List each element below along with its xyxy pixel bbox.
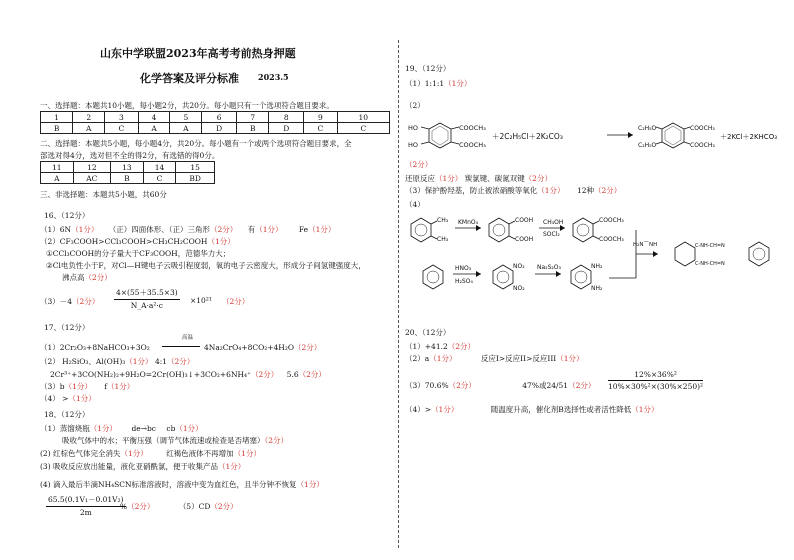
methyl-label: CH₃ xyxy=(437,217,449,224)
q20-equilibrium-fraction xyxy=(608,370,703,391)
q18-score: （1分） xyxy=(89,424,118,433)
answer-key-cell: A xyxy=(170,123,202,134)
product-ring xyxy=(675,242,695,266)
exam-title: 山东中学联盟2023年高考考前热身押题 xyxy=(100,47,296,60)
q19-score: （1分） xyxy=(444,79,472,88)
q18-score: （2分） xyxy=(264,436,289,445)
q18-percent: % xyxy=(120,502,128,511)
q17-answer: 5.6 xyxy=(286,370,299,379)
q16-answer: 有 xyxy=(247,225,256,234)
q20-answer: 反应I>反应II>反应III xyxy=(480,354,557,363)
q19-answer: 还原反应 xyxy=(405,174,435,183)
question-number-cell: 1 xyxy=(41,112,73,123)
q20-score: （1分） xyxy=(556,354,584,363)
answer-key-cell: C xyxy=(304,123,337,134)
arrow-head xyxy=(653,251,658,257)
answer-key-cell: D xyxy=(202,123,237,134)
q17-score: （1分） xyxy=(68,394,96,403)
q16-score: （1分） xyxy=(71,225,99,234)
q19-score: （1分） xyxy=(435,174,463,183)
exam-date: 2023.5 xyxy=(258,72,289,82)
q20-answer: （4）> xyxy=(405,405,432,414)
question-number-cell: 4 xyxy=(138,112,170,123)
ethoxy-label: C₂H₅O xyxy=(638,142,657,149)
q20-answer: （3）70.6% xyxy=(405,381,449,390)
q17-score: （2分） xyxy=(251,370,279,379)
q16-answer: （1）6N xyxy=(40,225,72,234)
question-number-cell: 3 xyxy=(105,112,138,123)
q17-score: （1分） xyxy=(107,382,135,391)
reagent-socl2: SOCl₂ xyxy=(543,231,560,238)
arrow-head xyxy=(628,132,633,138)
question-number-cell: 6 xyxy=(202,112,237,123)
q20-score: （1分） xyxy=(631,405,659,414)
methyl-label: CH₃ xyxy=(437,236,449,243)
reagent-nitric-acid: HNO₃ xyxy=(455,265,472,272)
question-number-cell: 8 xyxy=(269,112,304,123)
q16-answer: （正）四面体形、（正）三角形 xyxy=(108,225,211,234)
q17-condition: 高温 xyxy=(182,335,194,341)
question-number-cell: 11 xyxy=(41,162,74,173)
section2-answer-table xyxy=(40,161,215,184)
q17-equation: 2Cr³⁺+3CO(NH₂)₂+9H₂O=2Cr(OH)₃↓+3CO₂+6NH₄⁺ xyxy=(50,370,252,379)
q18-answer: （1）蒸馏烧瓶 xyxy=(40,424,90,433)
q20-score: （1分） xyxy=(431,405,459,414)
q19-synthesis-route xyxy=(403,210,788,300)
q17-line2 xyxy=(40,356,194,367)
answer-key-cell: D xyxy=(269,123,304,134)
fraction-denominator: 10%×30%²×(30%×250)² xyxy=(608,382,704,391)
q16-score: （1分） xyxy=(255,225,283,234)
q18-answer: cb xyxy=(166,424,176,433)
q17-line5 xyxy=(40,393,96,404)
answer-key-cell: A xyxy=(138,123,170,134)
fraction-numerator: 12%×36%² xyxy=(608,370,703,381)
section3-heading: 三、非选择题：本题共5小题，共60分 xyxy=(40,190,167,199)
q17-line1 xyxy=(40,342,150,353)
ester-group-label: COOCH₃ xyxy=(599,236,624,243)
q17-score: （2分） xyxy=(294,343,322,352)
q17-answer: （2） H₂SiO₃、Al(OH)₃ xyxy=(40,357,126,366)
ester-group-label: COOCH₃ xyxy=(690,125,715,132)
q20-line4 xyxy=(405,404,659,415)
q19-part2-label: （2） xyxy=(405,101,425,110)
benzene-ring xyxy=(423,265,443,289)
q17-equation: （1）2Cr₂O₃+8NaHCO₃+3O₂ xyxy=(40,343,150,352)
q16-label: 16、（12分） xyxy=(44,211,90,220)
q16-line3: ①CCl₃COOH的分子量大于CF₃COOH，范德华力大； xyxy=(46,249,231,258)
q16-exponent: ×10²¹ xyxy=(190,296,212,305)
q17-answer: f xyxy=(104,382,108,391)
q18-line4 xyxy=(40,461,245,472)
amide-label: C-NH-CH=N xyxy=(695,243,725,249)
diethoxy-diester-structure xyxy=(656,123,690,148)
answer-key-cell: B xyxy=(237,123,269,134)
q18-answer: (4) 滴入最后半滴NH₄SCN标准溶液时，溶液中变为血红色，且半分钟不恢复 xyxy=(40,480,297,489)
q19-score: （2分） xyxy=(594,186,622,195)
answer-key-cell: B xyxy=(111,173,144,184)
q20-answer: 随温度升高，催化剂B选择性或者活性降低 xyxy=(490,405,632,414)
answer-key-cell: A xyxy=(41,173,74,184)
nitro-label: NO₂ xyxy=(513,263,525,270)
q17-answer: 4:1 xyxy=(154,357,168,366)
q16-line5 xyxy=(62,272,112,283)
q19-part4-label: （4） xyxy=(405,200,425,209)
question-number-cell: 5 xyxy=(170,112,202,123)
q20-line2 xyxy=(405,353,584,364)
q19-label: 19、（12分） xyxy=(405,64,451,73)
o-xylene-ring xyxy=(411,218,431,242)
q18-score: （1分） xyxy=(175,424,203,433)
q19-score: （2分） xyxy=(405,160,433,169)
ester-group-label: COOCH₃ xyxy=(690,142,715,149)
fraction-numerator: 4×(55＋35.5×3) xyxy=(114,287,180,300)
ethoxy-label: C₂H₅O xyxy=(638,125,657,132)
q18-line2 xyxy=(62,435,288,446)
answer-subtitle: 化学答案及评分标准 xyxy=(140,72,239,85)
diamine-label: H₂N⌒NH xyxy=(633,242,658,248)
amine-label: NH₂ xyxy=(591,285,603,292)
q17-line1b xyxy=(204,342,321,353)
q16-score: （2分） xyxy=(222,297,250,306)
q16-answer: Fe xyxy=(298,225,309,234)
q20-score: （2分） xyxy=(448,381,476,390)
section1-heading: 一、选择题：本题共10小题，每小题2分，共20分。每小题只有一个选项符合题目要求。 xyxy=(40,101,334,110)
q19-reaction-scheme xyxy=(405,115,790,155)
answer-key-cell: C xyxy=(143,173,176,184)
q16-answer: （2）CF₃COOH>CCl₃COOH>CH₃CH₂COOH xyxy=(40,237,208,246)
q20-label: 20、（12分） xyxy=(405,328,451,337)
q20-line1 xyxy=(405,341,475,352)
catechol-diester-structure xyxy=(421,123,459,148)
q20-answer: 47%或24/51 xyxy=(522,381,569,390)
q19-line4 xyxy=(405,173,552,184)
ester-group-label: COOCH₃ xyxy=(459,141,486,149)
reaction-arrow xyxy=(162,346,200,347)
q18-answer: 红褐色液体不再增加 xyxy=(166,449,234,458)
answer-key-cell: AC xyxy=(73,173,111,184)
fraction-denominator: 2m xyxy=(79,508,92,517)
q18-answer: de→bc xyxy=(131,424,156,433)
q17-answer: （4） > xyxy=(40,394,69,403)
q16-score: （2分） xyxy=(84,273,112,282)
fraction-denominator: N_A·a²·c xyxy=(130,301,163,310)
q17-score: （2分） xyxy=(298,370,326,379)
q18-score: （1分） xyxy=(218,462,246,471)
q16-line1 xyxy=(40,224,335,235)
q16-density-fraction xyxy=(114,287,180,310)
q18-answer: (3) 吸收反应放出能量，液化亚硝酰氯，便于收集产品 xyxy=(40,462,219,471)
q18-score: （1分） xyxy=(296,480,324,489)
q17-score: （1分） xyxy=(125,357,153,366)
q17-score: （1分） xyxy=(64,382,92,391)
q18-line1 xyxy=(40,423,203,434)
q18-answer: (2) 红棕色气体完全消失 xyxy=(40,449,121,458)
question-number-cell: 2 xyxy=(73,112,105,123)
q18-score: （1分） xyxy=(233,449,261,458)
answer-key-cell: C xyxy=(105,123,138,134)
q19-line5 xyxy=(405,185,621,196)
phthalic-acid-ring xyxy=(489,218,509,242)
answer-key-cell: B xyxy=(41,123,73,134)
q20-score: （2分） xyxy=(447,342,476,351)
q17-score: （2分） xyxy=(167,357,195,366)
reagent-methanol: CH₃OH xyxy=(543,219,564,226)
reagent-kmno4: KMnO₄ xyxy=(458,219,479,226)
arrow-head xyxy=(476,271,481,277)
q18-purity-fraction xyxy=(46,494,126,517)
q17-line4 xyxy=(40,381,134,392)
q20-answer: （2）a xyxy=(405,354,430,363)
q19-answer: （1）1:1:1 xyxy=(405,79,445,88)
q19-score: （1分） xyxy=(537,186,565,195)
q18-score: （2分） xyxy=(210,502,238,511)
question-number-cell: 10 xyxy=(337,112,389,123)
q20-line3 xyxy=(405,380,595,391)
reagent-sulfuric-acid: H₂SO₄ xyxy=(455,278,473,285)
column-divider xyxy=(398,40,399,548)
q16-score: （2分） xyxy=(72,297,100,306)
q18-line6 xyxy=(120,501,238,512)
section2-heading: 二、选择题：本题共5小题，每小题4分，共20分。每小题有一个或两个选项符合题目要求，全 xyxy=(40,139,352,148)
carboxyl-label: COOH xyxy=(515,236,534,243)
q18-label: 18、（12分） xyxy=(44,410,90,419)
amide-label: C-NH-CH=N xyxy=(695,261,725,267)
nitro-label: NO₂ xyxy=(513,285,525,292)
q18-line5 xyxy=(40,479,324,490)
q16-line4: ②Cl电负性小于F，对Cl—H键电子云吸引程度弱，氧的电子云密度大，形成分子间氢键强度大， xyxy=(46,261,366,270)
q20-score: （2分） xyxy=(568,381,596,390)
ester-group-label: COOCH₃ xyxy=(599,217,624,224)
q19-answer: 12种 xyxy=(576,186,594,195)
reagent-thiosulfate: Na₂S₂O₃ xyxy=(537,264,561,271)
q18-answer: （5）CD xyxy=(178,502,211,511)
answer-key-cell: A xyxy=(73,123,105,134)
dinitrobenzene-ring xyxy=(493,265,513,289)
amine-label: NH₂ xyxy=(591,263,603,270)
q19-answer: （3）保护酚羟基，防止被浓硝酸等氧化 xyxy=(405,186,538,195)
question-number-cell: 7 xyxy=(237,112,269,123)
q18-line3 xyxy=(40,448,261,459)
arrow-head xyxy=(556,271,561,277)
q19-line1 xyxy=(405,78,471,89)
q16-line2 xyxy=(40,236,235,247)
answer-key-cell: BD xyxy=(176,173,215,184)
q19-answer: 羰氯键、碳氮双键 xyxy=(464,174,525,183)
q17-answer: （3）b xyxy=(40,382,65,391)
ester-group-label: COOCH₃ xyxy=(459,124,486,132)
q16-score: （1分） xyxy=(308,225,336,234)
q19-score: （2分） xyxy=(524,174,552,183)
reagents-text: ＋2C₂H₅Cl＋2K₂CO₃ xyxy=(492,132,563,141)
diaminobenzene-ring xyxy=(571,265,591,289)
q18-score: （2分） xyxy=(127,502,155,511)
q16-score: （2分） xyxy=(210,225,238,234)
section1-answer-table xyxy=(40,111,390,134)
q16-answer: 沸点高 xyxy=(62,273,85,282)
q16-answer: （3）－4 xyxy=(40,297,73,306)
hydroxyl-label: HO xyxy=(408,141,419,149)
fraction-numerator: 65.5(0.1V₁－0.01V₂) xyxy=(46,494,126,507)
q18-answer: 吸收气体中的水；平衡压强（调节气体流速或检查是否堵塞） xyxy=(62,436,265,445)
question-number-cell: 13 xyxy=(111,162,144,173)
products-text: ＋2KCl＋2KHCO₃ xyxy=(720,133,778,141)
question-number-cell: 14 xyxy=(143,162,176,173)
q16-line6 xyxy=(40,296,99,307)
carboxyl-label: COOH xyxy=(515,217,534,224)
dimethyl-phthalate-ring xyxy=(573,218,593,242)
section2-heading-cont: 部选对得4分，选对但不全的得2分，有选错的得0分。 xyxy=(40,151,220,160)
question-number-cell: 9 xyxy=(304,112,337,123)
q20-score: （1分） xyxy=(429,354,457,363)
q20-answer: （1）+41.2 xyxy=(405,342,448,351)
question-number-cell: 12 xyxy=(73,162,111,173)
q17-equation: 4Na₂CrO₄+8CO₂+4H₂O xyxy=(204,343,294,352)
product-ring xyxy=(749,242,769,266)
hydroxyl-label: HO xyxy=(408,124,419,132)
q18-score: （1分） xyxy=(120,449,148,458)
answer-key-cell: C xyxy=(337,123,389,134)
q16-score: （1分） xyxy=(207,237,235,246)
q17-label: 17、（12分） xyxy=(44,323,90,332)
question-number-cell: 15 xyxy=(176,162,215,173)
q17-line3 xyxy=(50,369,326,380)
